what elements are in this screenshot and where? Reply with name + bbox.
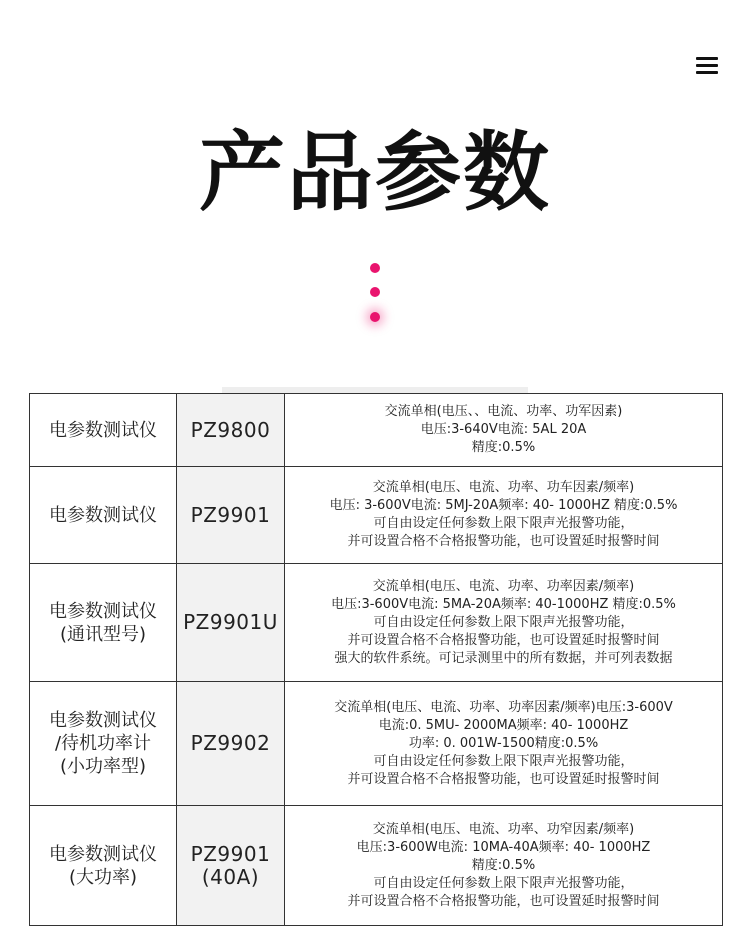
description-line: 交流单相(电压、电流、功率、功率因素/频率) — [372, 578, 635, 594]
description-line: 并可设置合格不合格报警功能，也可设置延时报警时间 — [347, 534, 660, 549]
product-name-cell — [30, 682, 177, 806]
description-line: 电流:0. 5MU- 2000MA频率: 40- 1000HZ — [378, 717, 629, 733]
product-name-cell — [30, 394, 177, 467]
description-line: 交流单相(电压、电流、功率、功率因素/频率)电压:3-600V — [334, 699, 673, 715]
description-line: 并可设置合格不合格报警功能，也可设置延时报警时间 — [347, 771, 660, 787]
product-name-cell — [30, 467, 177, 564]
product-name-cell — [30, 564, 177, 682]
table-row — [30, 394, 723, 467]
product-name-line: 电参数测试仪 — [49, 419, 157, 441]
description-line: 可自由设定任何参数上限下限声光报警功能， — [373, 516, 634, 531]
description-cell — [285, 564, 723, 682]
description-cell — [285, 682, 723, 806]
model-line: PZ9901U — [183, 610, 278, 634]
description-line: 电压:3-600V电流: 5MA-20A频率: 40-1000HZ 精度:0.5% — [331, 596, 676, 612]
description-line: 强大的软件系统。可记录测里中的所有数据，并可列表数据 — [334, 650, 673, 666]
menu-bar — [696, 71, 718, 74]
description-line: 交流单相(电压、电流、功率、功车因素/频率) — [372, 480, 635, 495]
description-line: 电压:3-600W电流: 10MA-40A频率: 40- 1000HZ — [356, 839, 651, 855]
description-cell — [285, 394, 723, 467]
description-line: 并可设置合格不合格报警功能，也可设置延时报警时间 — [347, 632, 660, 648]
product-name-line: 电参数测试仪 — [49, 710, 157, 731]
model-cell — [177, 564, 285, 682]
product-name-line: 电参数测试仪 — [49, 843, 157, 865]
description-cell — [285, 806, 723, 926]
description-cell — [285, 467, 723, 564]
description-line: 电压:3-640V电流: 5AL 20A — [420, 422, 587, 437]
model-cell — [177, 806, 285, 926]
product-name-line: /待机功率计 — [54, 733, 152, 754]
description-line: 功率: 0. 001W-1500精度:0.5% — [408, 735, 599, 751]
product-name-cell — [30, 806, 177, 926]
table-row — [30, 682, 723, 806]
dot-icon — [370, 263, 380, 273]
decorative-dots — [366, 259, 384, 329]
dot-icon — [370, 287, 380, 297]
model-cell — [177, 394, 285, 467]
table-row — [30, 467, 723, 564]
product-name-line: (小功率型) — [59, 756, 147, 777]
description-line: 电压: 3-600V电流: 5MJ-20A频率: 40- 1000HZ 精度:0.5% — [329, 498, 678, 513]
model-cell — [177, 682, 285, 806]
table-row — [30, 806, 723, 926]
product-name-line: 电参数测试仪 — [49, 504, 157, 526]
product-name-line: (大功率) — [68, 866, 138, 888]
hamburger-menu-icon[interactable] — [696, 57, 718, 75]
product-name-line: 电参数测试仪 — [49, 600, 157, 622]
description-line: 可自由设定任何参数上限下限声光报警功能， — [373, 875, 634, 891]
model-cell — [177, 467, 285, 564]
menu-bar — [696, 57, 718, 60]
menu-bar — [696, 64, 718, 67]
page-title: 产品参数 — [199, 123, 551, 223]
model-line: PZ9800 — [190, 417, 271, 442]
description-line: 可自由设定任何参数上限下限声光报警功能， — [373, 614, 634, 630]
description-line: 交流单相(电压、、电流、功率、功军因素) — [384, 404, 623, 419]
description-line: 交流单相(电压、电流、功率、功窄因素/频率) — [372, 821, 635, 837]
product-name-line: (通讯型号) — [59, 623, 147, 645]
dot-icon — [370, 312, 380, 322]
model-line: PZ9901 — [190, 841, 271, 866]
model-line: (40A) — [201, 864, 260, 889]
product-parameters-table — [29, 393, 723, 926]
description-line: 并可设置合格不合格报警功能，也可设置延时报警时间 — [347, 893, 660, 909]
description-line: 可自由设定任何参数上限下限声光报警功能， — [373, 753, 634, 769]
model-line: PZ9902 — [190, 731, 271, 755]
description-line: 精度:0.5% — [471, 440, 536, 455]
description-line: 精度:0.5% — [471, 857, 536, 873]
table-row — [30, 564, 723, 682]
model-line: PZ9901 — [190, 502, 271, 527]
